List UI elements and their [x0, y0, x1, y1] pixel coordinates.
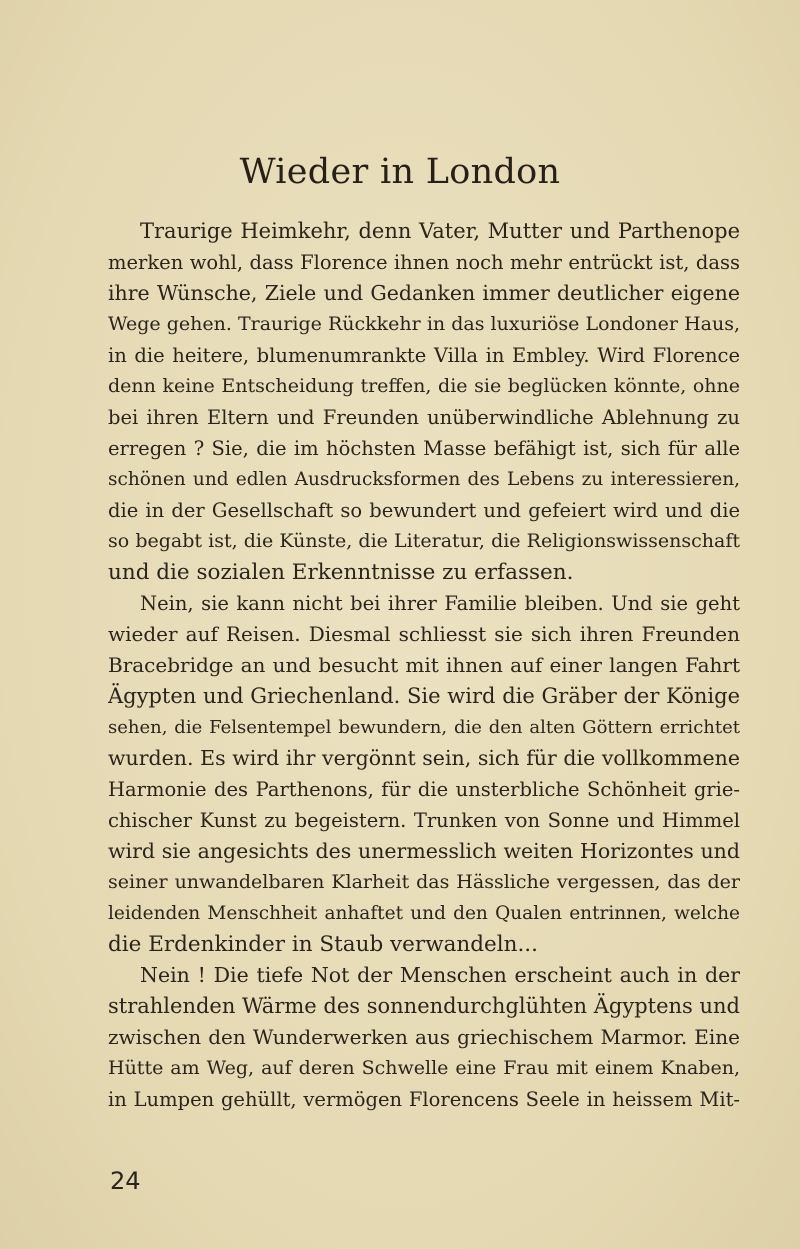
text-line: merken wohl, dass Florence ihnen noch mehr entrückt ist, dass — [108, 251, 740, 274]
chapter-title: Wieder in London — [239, 152, 561, 192]
text-line: Hütte am Weg, auf deren Schwelle eine Frau mit einem Knaben, — [108, 1057, 740, 1079]
text-line: in die heitere, blumenumrankte Villa in Embley. Wird Florence — [108, 344, 740, 367]
text-line: Traurige Heimkehr, denn Vater, Mutter und Parthenope — [140, 219, 740, 243]
text-line: bei ihren Eltern und Freunden unüberwindliche Ablehnung zu — [108, 406, 740, 429]
text-line: sehen, die Felsentempel bewundern, die den alten Göttern errichtet — [108, 717, 740, 738]
text-line: Ägypten und Griechenland. Sie wird die Gräber der Könige — [108, 684, 740, 708]
text-line: wird sie angesichts des unermesslich weiten Horizontes und — [108, 839, 740, 863]
text-line: leidenden Menschheit anhaftet und den Qualen entrinnen, welche — [108, 903, 740, 924]
text-line: Wege gehen. Traurige Rückkehr in das luxuriöse Londoner Haus, — [108, 313, 740, 335]
text-line: die in der Gesellschaft so bewundert und gefeiert wird und die — [108, 499, 740, 522]
body-text — [108, 216, 740, 1115]
text-line: zwischen den Wunderwerken aus griechischem Marmor. Eine — [108, 1025, 740, 1049]
text-line: in Lumpen gehüllt, vermögen Florencens Seele in heissem Mit- — [108, 1088, 740, 1111]
text-line: chischer Kunst zu begeistern. Trunken von Sonne und Himmel — [108, 809, 740, 832]
text-line: wieder auf Reisen. Diesmal schliesst sie sich ihren Freunden — [108, 622, 740, 646]
text-line: schönen und edlen Ausdrucksformen des Lebens zu interessieren, — [108, 469, 740, 490]
text-line: seiner unwandelbaren Klarheit das Hässliche vergessen, das der — [108, 871, 740, 893]
text-line: Nein, sie kann nicht bei ihrer Familie bleiben. Und sie geht — [140, 592, 740, 615]
text-line: Harmonie des Parthenons, für die unsterbliche Schönheit grie- — [108, 778, 740, 801]
text-line: und die sozialen Erkenntnisse zu erfassen. — [108, 560, 574, 585]
text-line: erregen ? Sie, die im höchsten Masse befähigt ist, sich für alle — [108, 437, 740, 460]
text-line: wurden. Es wird ihr vergönnt sein, sich für die vollkommene — [108, 746, 740, 770]
text-line: ihre Wünsche, Ziele und Gedanken immer deutlicher eigene — [108, 281, 740, 305]
text-line: Bracebridge an und besucht mit ihnen auf einer langen Fahrt — [108, 653, 740, 677]
text-line: denn keine Entscheidung treffen, die sie beglücken könnte, ohne — [108, 375, 740, 397]
text-line: die Erdenkinder in Staub verwandeln... — [108, 932, 538, 957]
text-line: strahlenden Wärme des sonnendurchglühten Ägyptens und — [108, 994, 740, 1018]
text-line: so begabt ist, die Künste, die Literatur, die Religionswissenschaft — [108, 530, 740, 552]
page-number: 24 — [110, 1167, 141, 1195]
text-line: Nein ! Die tiefe Not der Menschen erscheint auch in der — [140, 963, 740, 987]
